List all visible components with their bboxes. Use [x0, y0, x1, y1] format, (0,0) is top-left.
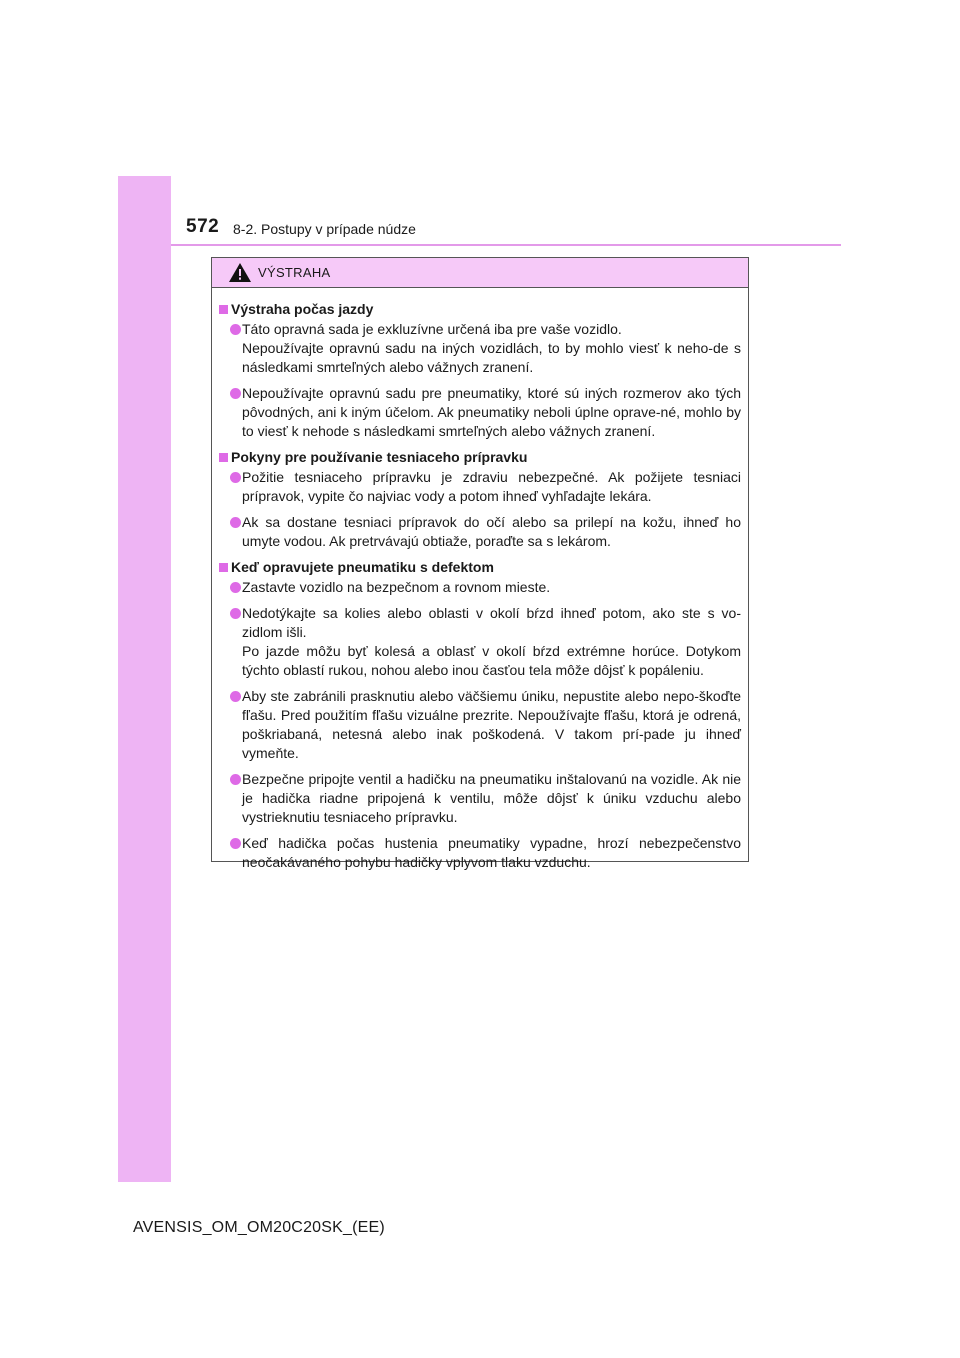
list-item: [219, 468, 741, 506]
item-paragraph: Ak sa dostane tesniaci prípravok do očí alebo sa prilepí na kožu, ihneď ho umyte vodou. Ak pretrvávajú obtiaže, poraďte sa s lekárom.: [242, 514, 741, 549]
square-bullet-icon: [219, 563, 228, 572]
list-item: [219, 578, 741, 597]
section-heading-text: Keď opravujete pneumatiku s defektom: [231, 559, 494, 575]
circle-bullet-icon: [230, 324, 241, 335]
section-title: 8-2. Postupy v prípade núdze: [233, 221, 416, 237]
list-item: [219, 604, 741, 680]
list-item: [219, 513, 741, 551]
item-paragraph: Bezpečne pripojte ventil a hadičku na pneumatiku inštalovanú na vozidle. Ak nie je hadička riadne pripojená k ventilu, môže dôjsť k úniku vzduchu alebo vystrieknutiu tesniaceho prípravku.: [242, 771, 741, 825]
header-divider: [171, 244, 841, 246]
list-item: [219, 320, 741, 377]
section-heading: [219, 558, 741, 577]
item-paragraph: Nepoužívajte opravnú sadu na iných vozidlách, to by mohlo viesť k neho-de s následkami smrteľných alebo vážnych zranení.: [242, 340, 741, 375]
side-tab-band: [118, 176, 171, 1182]
list-item: [219, 384, 741, 441]
item-paragraph: Nepoužívajte opravnú sadu pre pneumatiky, ktoré sú iných rozmerov ako tých pôvodných, ani k iným účelom. Ak pneumatiky neboli úplne oprave-né, mohlo by to viesť k nehode s následkami smrteľných alebo vážnych zranení.: [242, 385, 741, 439]
warning-title: VÝSTRAHA: [258, 265, 331, 280]
warning-box: [211, 257, 749, 870]
circle-bullet-icon: [230, 608, 241, 619]
section-heading-text: Výstraha počas jazdy: [231, 301, 374, 317]
warning-body: [212, 288, 748, 872]
circle-bullet-icon: [230, 472, 241, 483]
list-item: [219, 770, 741, 827]
square-bullet-icon: [219, 453, 228, 462]
section-heading: [219, 448, 741, 467]
circle-bullet-icon: [230, 388, 241, 399]
warning-triangle-icon: [228, 262, 252, 283]
item-paragraph: Zastavte vozidlo na bezpečnom a rovnom mieste.: [242, 579, 551, 595]
document-code: AVENSIS_OM_OM20C20SK_(EE): [133, 1219, 385, 1236]
item-paragraph: Keď hadička počas hustenia pneumatiky vypadne, hrozí nebezpečenstvo neočakávaného pohybu hadičky vplyvom tlaku vzduchu.: [242, 835, 741, 870]
circle-bullet-icon: [230, 774, 241, 785]
circle-bullet-icon: [230, 691, 241, 702]
section-heading-text: Pokyny pre používanie tesniaceho prípravku: [231, 449, 528, 465]
item-paragraph: Požitie tesniaceho prípravku je zdraviu nebezpečné. Ak požijete tesniaci prípravok, vypite čo najviac vody a potom ihneď vyhľadajte lekára.: [242, 469, 741, 504]
warning-section: [219, 448, 741, 551]
list-item: [219, 834, 741, 872]
item-paragraph: Po jazde môžu byť kolesá a oblasť v okolí bŕzd extrémne horúce. Dotykom týchto oblastí rukou, nohou alebo inou časťou tela môže dôjsť k popáleniu.: [242, 643, 741, 678]
page-number: 572: [186, 216, 220, 237]
list-item: [219, 687, 741, 763]
item-paragraph: Nedotýkajte sa kolies alebo oblasti v okolí bŕzd ihneď potom, ako ste s vo-zidlom išli.: [242, 605, 741, 640]
circle-bullet-icon: [230, 517, 241, 528]
warning-header: [212, 258, 748, 288]
warning-section: [219, 300, 741, 441]
square-bullet-icon: [219, 305, 228, 314]
item-paragraph: Táto opravná sada je exkluzívne určená iba pre vaše vozidlo.: [242, 321, 622, 337]
circle-bullet-icon: [230, 582, 241, 593]
section-heading: [219, 300, 741, 319]
circle-bullet-icon: [230, 838, 241, 849]
item-paragraph: Aby ste zabránili prasknutiu alebo väčšiemu úniku, nepustite alebo nepo-škoďte fľašu. Pred použitím fľašu vizuálne prezrite. Nepoužívajte fľašu, ktorá je odrená, poškriabaná, netesná alebo inak poškodená. V takom prí-pade ju ihneď vymeňte.: [242, 688, 741, 761]
warning-section: [219, 558, 741, 872]
